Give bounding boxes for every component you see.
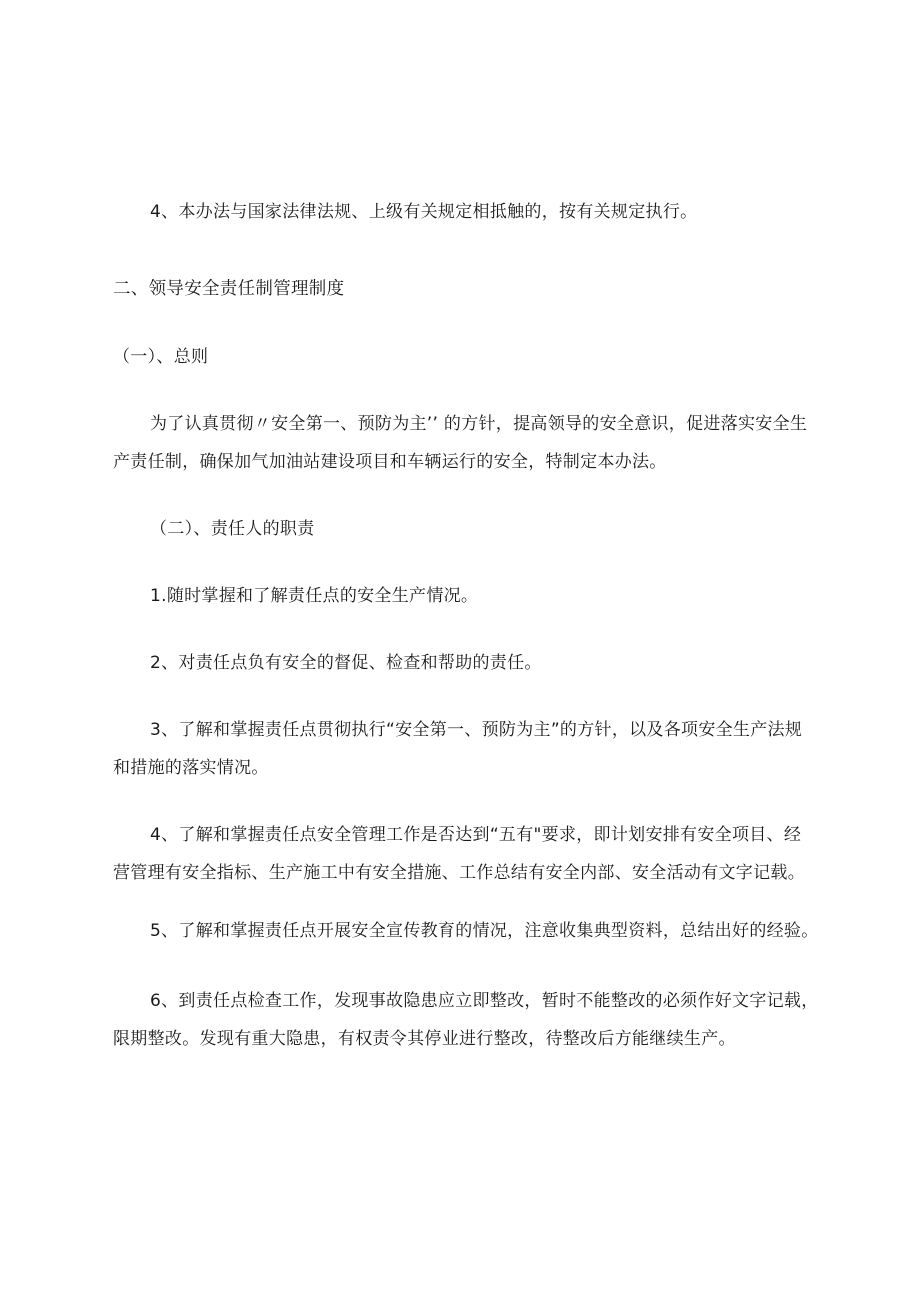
duty-5-line-1: 5、了解和掌握责任点开展安全宣传教育的情况，注意收集典型资料，总结出好的经验。	[150, 921, 819, 941]
duty-3-line-1: 3、了解和掌握责任点贯彻执行“安全第一、预防为主”的方针，以及各项安全生产法规	[150, 720, 803, 740]
duty-6-line-2: 限期整改。发现有重大隐患，有权责令其停业进行整改，待整改后方能继续生产。	[113, 1029, 736, 1049]
duty-4-line-2: 营管理有安全指标、生产施工中有安全措施、工作总结有安全内部、安全活动有文字记载。	[113, 863, 805, 883]
duty-3-line-2: 和措施的落实情况。	[113, 758, 269, 778]
duty-1-line-1: 1.随时掌握和了解责任点的安全生产情况。	[150, 586, 479, 606]
subsection-general-heading: （一）、总则	[113, 347, 209, 367]
duty-2-line-1: 2、对责任点负有安全的督促、检查和帮助的责任。	[150, 653, 542, 673]
duty-6-line-1: 6、到责任点检查工作，发现事故隐患应立即整改，暂时不能整改的必须作好文字记载，	[150, 991, 819, 1011]
section-2-heading: 二、领导安全责任制管理制度	[113, 279, 345, 299]
general-paragraph-line-1: 为了认真贯彻〃安全第一、预防为主’’ 的方针，提高领导的安全意识，促进落实安全生	[150, 414, 808, 434]
clause-4-text: 4、本办法与国家法律法规、上级有关规定相抵触的，按有关规定执行。	[150, 202, 698, 222]
subsection-duties-heading: （二）、责任人的职责	[150, 519, 315, 539]
general-paragraph-line-2: 产责任制，确保加气加油站建设项目和车辆运行的安全，特制定本办法。	[113, 452, 667, 472]
duty-4-line-1: 4、了解和掌握责任点安全管理工作是否达到“五有"要求，即计划安排有安全项目、经	[150, 825, 802, 845]
